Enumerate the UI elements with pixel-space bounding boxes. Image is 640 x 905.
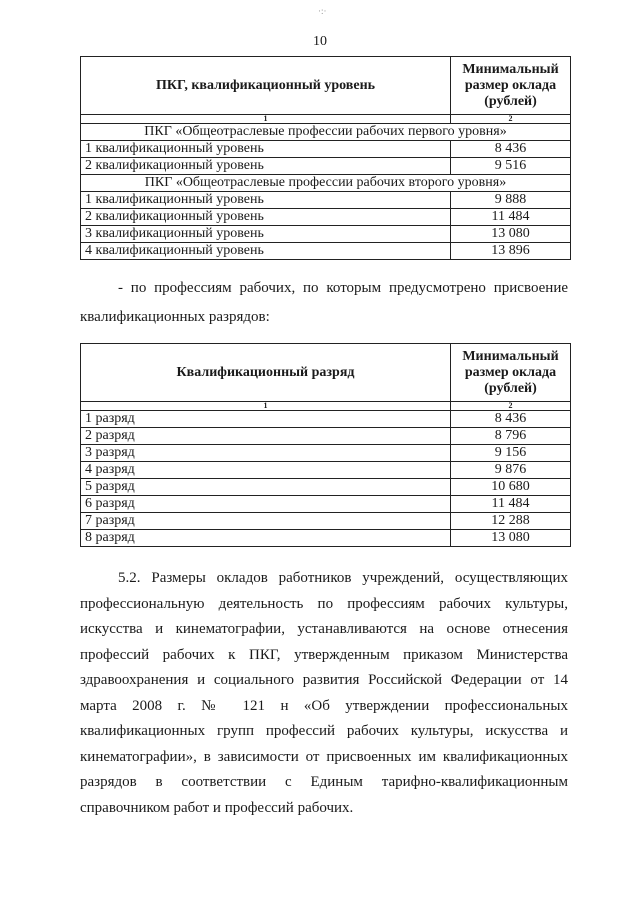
row-label: 4 разряд bbox=[81, 462, 451, 479]
table-row bbox=[81, 445, 571, 462]
scan-mark: ·:· bbox=[318, 6, 327, 16]
row-value: 8 796 bbox=[451, 428, 571, 445]
table-row bbox=[81, 243, 571, 260]
table2-index-col2: 2 bbox=[451, 402, 571, 411]
row-label: 4 квалификационный уровень bbox=[81, 243, 451, 260]
row-value: 9 888 bbox=[451, 192, 571, 209]
table1-index-col2: 2 bbox=[451, 115, 571, 124]
row-label: 1 квалификационный уровень bbox=[81, 141, 451, 158]
table-row bbox=[81, 479, 571, 496]
table2-header-col1: Квалификационный разряд bbox=[81, 344, 451, 402]
table1-group-title: ПКГ «Общеотраслевые профессии рабочих первого уровня» bbox=[81, 124, 571, 141]
salary-table-levels bbox=[80, 56, 571, 260]
table1-header-col1: ПКГ, квалификационный уровень bbox=[81, 57, 451, 115]
table-row bbox=[81, 141, 571, 158]
row-value: 10 680 bbox=[451, 479, 571, 496]
row-label: 2 квалификационный уровень bbox=[81, 209, 451, 226]
row-value: 11 484 bbox=[451, 209, 571, 226]
table1-index-col1: 1 bbox=[81, 115, 451, 124]
row-value: 9 156 bbox=[451, 445, 571, 462]
row-value: 12 288 bbox=[451, 513, 571, 530]
row-label: 2 разряд bbox=[81, 428, 451, 445]
row-value: 9 516 bbox=[451, 158, 571, 175]
paragraph-5-2: 5.2. Размеры окладов работников учреждений, осуществляющих профессиональную деятельность по профессиям рабочих культуры, искусства и кинематографии, устанавливаются на основе отнесения профессий рабочих к ПКГ, утвержденным приказом Министерства здравоохранения и социального развития Российской Федерации от 14 марта 2008 г. № 121 н «Об утверждении профессиональных квалификационных групп профессий рабочих культуры, искусства и кинематографии», в зависимости от присвоенных им квалификационных разрядов в соответствии с Единым тарифно-квалификационным справочником работ и профессий рабочих. bbox=[80, 570, 568, 816]
table2-header-col2: Минимальный размер оклада (рублей) bbox=[451, 344, 571, 402]
table-row bbox=[81, 530, 571, 547]
table1-group-title: ПКГ «Общеотраслевые профессии рабочих второго уровня» bbox=[81, 175, 571, 192]
row-label: 6 разряд bbox=[81, 496, 451, 513]
row-label: 3 разряд bbox=[81, 445, 451, 462]
table1-header-col2: Минимальный размер оклада (рублей) bbox=[451, 57, 571, 115]
intro-text: - по профессиям рабочих, по которым предусмотрено присвоение квалификационных разрядов: bbox=[80, 280, 568, 325]
table-row bbox=[81, 209, 571, 226]
table-row bbox=[81, 496, 571, 513]
salary-table-grades bbox=[80, 343, 571, 547]
row-label: 5 разряд bbox=[81, 479, 451, 496]
table-row bbox=[81, 226, 571, 243]
row-label: 2 квалификационный уровень bbox=[81, 158, 451, 175]
row-label: 1 разряд bbox=[81, 411, 451, 428]
row-value: 8 436 bbox=[451, 141, 571, 158]
row-value: 13 080 bbox=[451, 530, 571, 547]
table-row bbox=[81, 513, 571, 530]
table-row bbox=[81, 158, 571, 175]
table-row bbox=[81, 411, 571, 428]
row-label: 3 квалификационный уровень bbox=[81, 226, 451, 243]
table-row bbox=[81, 192, 571, 209]
row-value: 8 436 bbox=[451, 411, 571, 428]
page-number: 10 bbox=[313, 34, 327, 49]
row-label: 8 разряд bbox=[81, 530, 451, 547]
table-row bbox=[81, 428, 571, 445]
row-label: 1 квалификационный уровень bbox=[81, 192, 451, 209]
row-value: 13 896 bbox=[451, 243, 571, 260]
row-label: 7 разряд bbox=[81, 513, 451, 530]
row-value: 9 876 bbox=[451, 462, 571, 479]
row-value: 13 080 bbox=[451, 226, 571, 243]
table-row bbox=[81, 462, 571, 479]
table2-index-col1: 1 bbox=[81, 402, 451, 411]
row-value: 11 484 bbox=[451, 496, 571, 513]
